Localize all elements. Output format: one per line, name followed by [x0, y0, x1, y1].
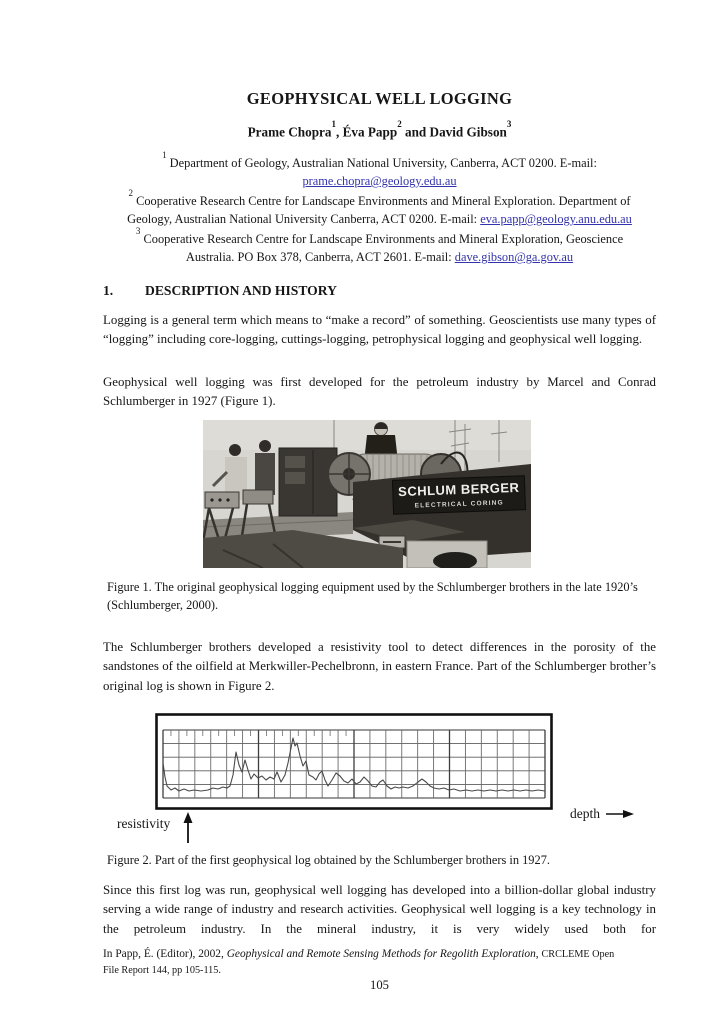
author-3-superscript: 3 — [506, 118, 512, 129]
figure1-photo — [203, 420, 531, 568]
right-arrow-icon — [606, 809, 634, 819]
footer-italic-title: Geophysical and Remote Sensing Methods for Regolith Exploration — [226, 948, 536, 960]
depth-label-text: depth — [570, 806, 600, 821]
footer-line1: In Papp, É. (Editor), 2002, Geophysical and Remote Sensing Methods for Regolith Exploration, CRCLEME Open — [103, 948, 615, 960]
up-arrow-icon — [181, 812, 195, 849]
author-1: Prame Chopra — [247, 124, 332, 140]
affiliation-2-line1: $^2$ Cooperative Research Centre for Landscape Environments and Mineral Exploration. Department of — [128, 187, 631, 209]
page-title: GEOPHYSICAL WELL LOGGING — [246, 89, 513, 108]
affiliation-1 — [103, 150, 656, 190]
authors-line — [103, 118, 656, 140]
paragraph-2: Geophysical well logging was first developed for the petroleum industry by Marcel and Conrad Schlumberger in 1927 (Figure 1). — [103, 375, 656, 409]
paragraph-1: Logging is a general term which means to “make a record” of something. Geoscientists use many types of “logging” including core-logging, cuttings-logging, petrophysical logging and geophysical well logging. — [103, 313, 656, 347]
affiliation-2-line2: Geology, Australian National University Canberra, ACT 0200. E-mail: eva.papp@geology.anu.edu.au — [127, 212, 632, 227]
affiliation-1-marker: 1 — [162, 149, 167, 160]
email-link-chopra[interactable]: prame.chopra@geology.edu.au — [302, 174, 457, 189]
inset-photo — [407, 541, 487, 568]
author-separator: and — [401, 124, 430, 140]
section-heading — [103, 283, 656, 299]
figure2-chart — [155, 713, 553, 810]
author-3: David Gibson — [429, 124, 507, 140]
sign-text-line2: ELECTRICAL CORING — [414, 499, 505, 510]
affiliation-2-marker: 2 — [128, 187, 133, 198]
footer-citation — [103, 946, 656, 979]
x-axis-label — [570, 806, 634, 822]
author-separator: , — [335, 124, 343, 140]
author-2: Éva Papp — [342, 124, 398, 140]
affiliation-3 — [103, 226, 656, 266]
footer-line2: File Report 144, pp 105-115. — [103, 965, 221, 976]
author-2-superscript: 2 — [397, 118, 402, 129]
email-link-gibson[interactable]: dave.gibson@ga.gov.au — [454, 250, 574, 265]
paragraph-4: Since this first log was run, geophysical well logging has developed into a billion-dollar global industry serving a wide range of industry and research activities. Geophysical well logging is a key technology in the petroleum industry. In the mineral industry, it is very widely used both for — [103, 883, 656, 936]
email-link-papp[interactable]: eva.papp@geology.anu.edu.au — [480, 212, 632, 227]
y-axis-label: resistivity — [117, 816, 171, 831]
figure1-caption: Figure 1. The original geophysical logging equipment used by the Schlumberger brothers in the late 1920’s (Schlumberger, 2000). — [107, 580, 638, 612]
logging-truck-photo — [203, 420, 531, 568]
affiliation-2 — [103, 188, 656, 228]
footer-report-series: CRCLEME Open — [541, 949, 615, 960]
section-title: DESCRIPTION AND HISTORY — [145, 283, 337, 298]
affiliation-3-marker: 3 — [135, 225, 141, 236]
author-1-superscript: 1 — [331, 118, 336, 129]
affiliation-3-line1: $^3$ Cooperative Research Centre for Landscape Environments and Mineral Exploration, Geoscience — [135, 225, 624, 247]
figure2-caption: Figure 2. Part of the first geophysical log obtained by the Schlumberger brothers in 1927. — [107, 853, 550, 867]
schlumberger-sign — [392, 476, 525, 515]
resistivity-log-plot — [155, 713, 553, 810]
page-number: 105 — [370, 978, 389, 992]
affiliation-3-line2: Australia. PO Box 378, Canberra, ACT 2601. E-mail: dave.gibson@ga.gov.au — [185, 250, 574, 265]
section-number: 1. — [103, 283, 114, 298]
affiliation-1-line1: $^1$ Department of Geology, Australian National University, Canberra, ACT 0200. E-mail: — [162, 149, 597, 171]
sign-text-line1: SCHLUM BERGER — [397, 479, 520, 500]
paragraph-3: The Schlumberger brothers developed a resistivity tool to detect differences in the porosity of the sandstones of the oilfield at Merkwiller-Pechelbronn, in eastern France. Part of the Schlumberger brother’s original log is shown in Figure 2. — [103, 640, 656, 693]
